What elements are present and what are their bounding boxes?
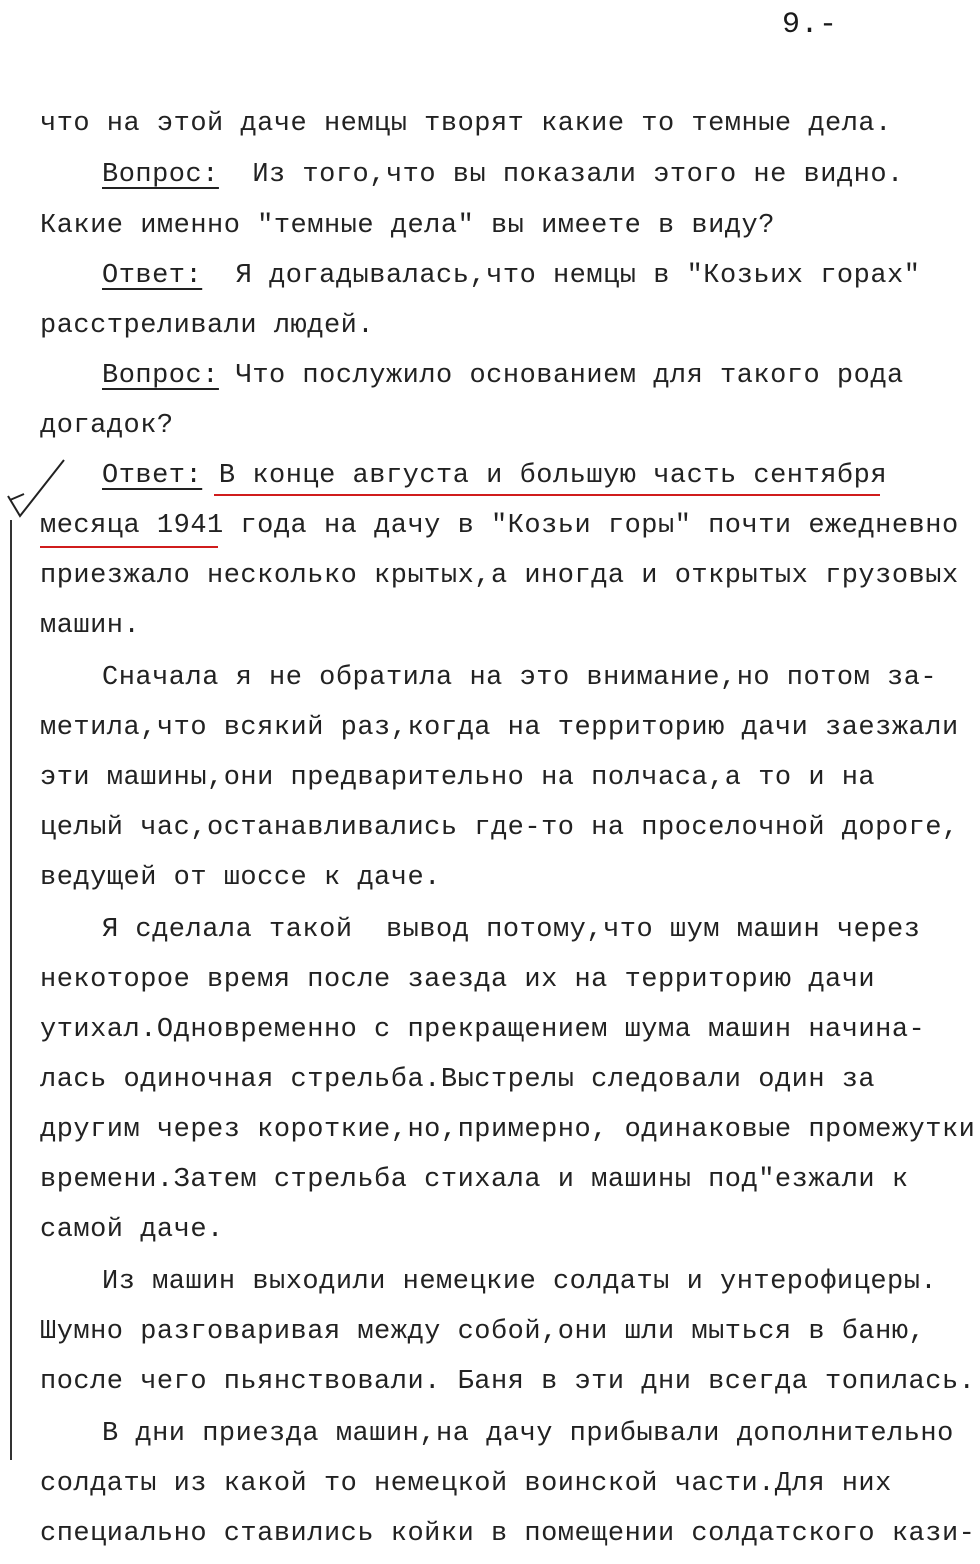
text-line bbox=[40, 962, 875, 998]
text-line bbox=[40, 106, 892, 142]
text-line bbox=[40, 1314, 925, 1350]
text-line bbox=[102, 157, 904, 193]
margin-pencil-line bbox=[10, 520, 12, 1460]
text-line bbox=[40, 508, 959, 544]
line-text: эти машины,они предварительно на полчаса,а то и на bbox=[40, 763, 876, 793]
text-line bbox=[40, 760, 875, 796]
text-line bbox=[40, 1212, 224, 1248]
line-text: Из машин выходили немецкие солдаты и унтерофицеры. bbox=[102, 1267, 938, 1297]
text-line bbox=[40, 1516, 975, 1552]
line-text: Сначала я не обратила на это внимание,но потом за- bbox=[102, 663, 938, 693]
line-text: догадок? bbox=[40, 411, 174, 441]
line-text: Я сделала такой вывод потому,что шум машин через bbox=[102, 915, 921, 945]
text-line bbox=[40, 608, 140, 644]
line-text: утихал.Одновременно с прекращением шума машин начина- bbox=[40, 1015, 926, 1045]
text-line bbox=[102, 358, 904, 394]
text-line bbox=[40, 208, 775, 244]
line-text: Из того,что вы показали этого не видно. bbox=[218, 160, 904, 190]
red-underline-2 bbox=[40, 546, 218, 548]
text-line bbox=[40, 1466, 892, 1502]
line-text: расстреливали людей. bbox=[40, 311, 375, 341]
line-text: самой даче. bbox=[40, 1215, 224, 1245]
text-line bbox=[40, 1062, 875, 1098]
line-text: что на этой даче немцы творят какие то темные дела. bbox=[40, 109, 892, 139]
line-text: лась одиночная стрельба.Выстрелы следовали один за bbox=[40, 1065, 876, 1095]
line-text: ведущей от шоссе к даче. bbox=[40, 863, 441, 893]
page-number: 9.- bbox=[782, 8, 838, 42]
line-text: приезжало несколько крытых,а иногда и открытых грузовых bbox=[40, 561, 959, 591]
line-text: некоторое время после заезда их на территорию дачи bbox=[40, 965, 876, 995]
text-line bbox=[40, 308, 374, 344]
line-text: после чего пьянствовали. Баня в эти дни всегда топилась. bbox=[40, 1367, 976, 1397]
speaker-label: Вопрос: bbox=[102, 361, 219, 391]
line-text: метила,что всякий раз,когда на территорию дачи заезжали bbox=[40, 713, 959, 743]
red-underline-1 bbox=[214, 494, 880, 496]
text-line bbox=[40, 1162, 909, 1198]
line-text: времени.Затем стрельба стихала и машины под"езжали к bbox=[40, 1165, 909, 1195]
line-text: Я догадывалась,что немцы в "Козьих горах" bbox=[202, 261, 921, 291]
line-text: другим через короткие,но,примерно, одинаковые промежутки bbox=[40, 1115, 976, 1145]
speaker-label: Вопрос: bbox=[102, 160, 219, 190]
text-line bbox=[40, 1364, 975, 1400]
speaker-label: Ответ: bbox=[102, 261, 203, 291]
text-line bbox=[102, 912, 920, 948]
text-line bbox=[40, 810, 959, 846]
text-line bbox=[102, 1416, 954, 1452]
line-text: В дни приезда машин,на дачу прибывали дополнительно bbox=[102, 1419, 954, 1449]
text-line bbox=[40, 1112, 975, 1148]
text-line bbox=[40, 860, 441, 896]
line-text: солдаты из какой то немецкой воинской части.Для них bbox=[40, 1469, 892, 1499]
line-text: машин. bbox=[40, 611, 141, 641]
line-text: специально ставились койки в помещении солдатского кази- bbox=[40, 1519, 976, 1549]
text-line bbox=[102, 258, 920, 294]
text-line bbox=[40, 408, 174, 444]
line-text: Какие именно "темные дела" вы имеете в виду? bbox=[40, 211, 775, 241]
text-line bbox=[40, 558, 959, 594]
line-text: целый час,останавливались где-то на проселочной дороге, bbox=[40, 813, 959, 843]
line-text: Что послужило основанием для такого рода bbox=[218, 361, 904, 391]
text-line bbox=[40, 1012, 925, 1048]
line-text: В конце августа и большую часть сентября bbox=[202, 461, 888, 491]
line-text: месяца 1941 года на дачу в "Козьи горы" почти ежедневно bbox=[40, 511, 959, 541]
line-text: Шумно разговаривая между собой,они шли мыться в баню, bbox=[40, 1317, 926, 1347]
text-line bbox=[102, 458, 887, 494]
text-line bbox=[40, 710, 959, 746]
text-line bbox=[102, 660, 937, 696]
speaker-label: Ответ: bbox=[102, 461, 203, 491]
text-line bbox=[102, 1264, 937, 1300]
